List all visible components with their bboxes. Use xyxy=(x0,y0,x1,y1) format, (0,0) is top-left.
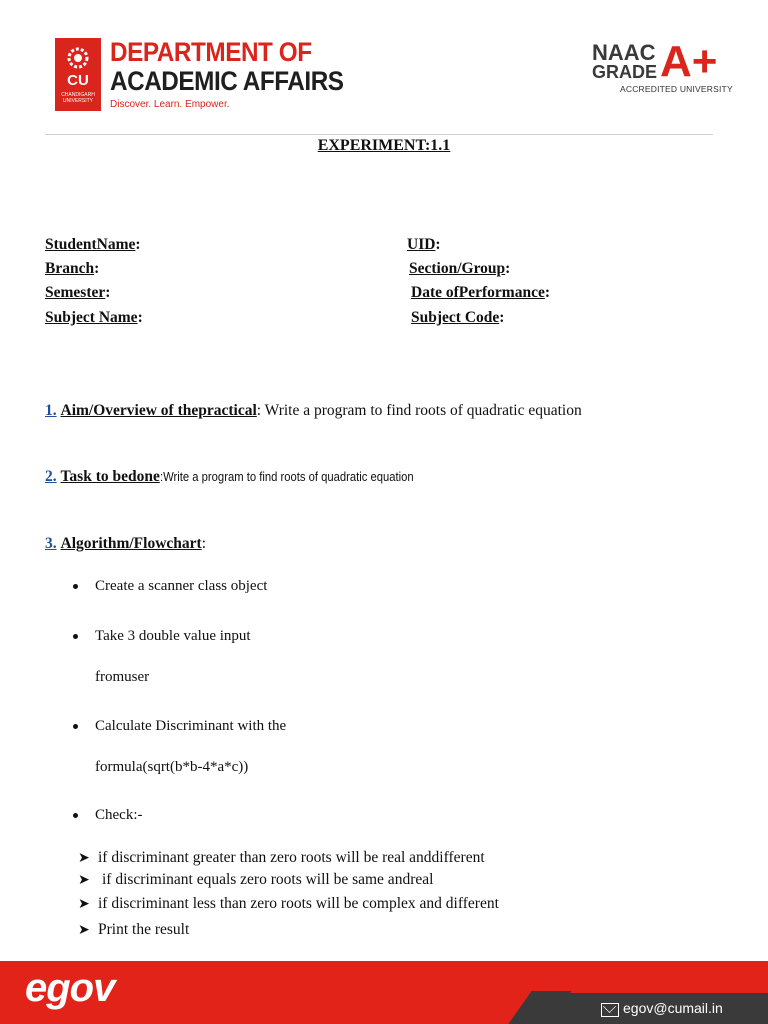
field-section-group xyxy=(409,260,510,278)
section-aim xyxy=(45,402,582,420)
list-item xyxy=(95,578,267,595)
list-item-text: Calculate Discriminant with the xyxy=(95,718,287,734)
section-title: Algorithm/Flowchart xyxy=(60,535,202,552)
field-colon: : xyxy=(435,236,441,253)
grade-value: A+ xyxy=(660,37,718,86)
arrow-list-item-text: if discriminant greater than zero roots will be real anddifferent xyxy=(98,849,485,866)
field-semester xyxy=(45,284,110,302)
field-label: Subject Name xyxy=(45,309,138,326)
field-colon: : xyxy=(137,309,143,326)
field-date-of-performance xyxy=(411,284,550,302)
arrow-icon: ➤ xyxy=(78,897,90,912)
arrow-icon: ➤ xyxy=(78,873,90,888)
section-body: : xyxy=(201,535,207,552)
logo-subtext: CHANDIGARH UNIVERSITY xyxy=(61,92,95,104)
arrow-list-item xyxy=(78,849,485,867)
section-number: 1. xyxy=(45,402,57,419)
bullet-icon xyxy=(73,724,78,729)
list-item-text: formula(sqrt(b*b-4*a*c)) xyxy=(95,759,249,775)
section-number: 3. xyxy=(45,535,57,552)
department-title-line1: DEPARTMENT OF xyxy=(110,37,312,67)
field-label: UID xyxy=(407,236,436,253)
field-uid xyxy=(407,236,441,254)
section-algorithm xyxy=(45,535,206,553)
footer-email[interactable]: egov@cumail.in xyxy=(623,1000,723,1016)
grade-label: GRADE xyxy=(592,62,658,82)
experiment-title: EXPERIMENT:1.1 xyxy=(317,137,451,154)
list-item-text: fromuser xyxy=(95,669,150,685)
section-title: Aim/Overview of thepractical xyxy=(60,402,257,419)
bullet-icon xyxy=(73,813,78,818)
section-body: : Write a program to find roots of quadratic equation xyxy=(256,402,582,419)
field-label: Date ofPerformance xyxy=(411,284,545,301)
field-colon: : xyxy=(499,309,505,326)
field-student-name xyxy=(45,236,141,254)
section-number: 2. xyxy=(45,468,57,485)
naac-label: NAAC xyxy=(592,40,656,65)
section-title: Task to bedone xyxy=(60,468,160,485)
field-colon: : xyxy=(544,284,551,301)
arrow-list-item-text: if discriminant equals zero roots will be same andreal xyxy=(102,871,434,888)
arrow-icon: ➤ xyxy=(78,923,90,938)
arrow-icon: ➤ xyxy=(78,851,90,866)
field-colon: : xyxy=(94,260,100,277)
field-colon: : xyxy=(135,236,141,253)
header-divider xyxy=(45,134,713,135)
arrow-list-item-text: if discriminant less than zero roots will be complex and different xyxy=(98,895,499,912)
field-colon: : xyxy=(105,284,111,301)
list-item-continuation xyxy=(95,759,248,776)
bullet-icon xyxy=(73,584,78,589)
egov-logo: egov xyxy=(25,966,115,1010)
list-item-text: Check:- xyxy=(95,807,143,823)
list-item-text: Take 3 double value input xyxy=(95,628,251,644)
arrow-list-item xyxy=(78,871,434,889)
arrow-list-item xyxy=(78,895,499,913)
section-body: :Write a program to find roots of quadratic equation xyxy=(159,470,414,484)
field-label: Subject Code xyxy=(411,309,500,326)
field-label: Branch xyxy=(45,260,95,277)
tagline: Discover. Learn. Empower. xyxy=(110,99,230,110)
field-colon: : xyxy=(505,260,511,277)
mail-icon xyxy=(601,1003,619,1017)
university-logo xyxy=(55,38,101,111)
arrow-list-item-text: Print the result xyxy=(98,921,190,938)
field-branch xyxy=(45,260,99,278)
field-subject-code xyxy=(411,309,504,327)
bullet-icon xyxy=(73,634,78,639)
field-subject-name xyxy=(45,309,143,327)
field-label: Section/Group xyxy=(409,260,506,277)
logo-initials: CU xyxy=(67,72,89,89)
arrow-list-item xyxy=(78,921,190,939)
list-item xyxy=(95,807,142,824)
list-item xyxy=(95,628,251,645)
field-label: StudentName xyxy=(45,236,136,253)
section-task xyxy=(45,468,442,486)
accredited-label: ACCREDITED UNIVERSITY xyxy=(620,84,733,94)
gear-emblem-icon xyxy=(64,44,92,72)
list-item xyxy=(95,718,286,735)
list-item-continuation xyxy=(95,669,149,686)
field-label: Semester xyxy=(45,284,106,301)
department-title-line2: ACADEMIC AFFAIRS xyxy=(110,66,344,96)
list-item-text: Create a scanner class object xyxy=(95,578,268,594)
